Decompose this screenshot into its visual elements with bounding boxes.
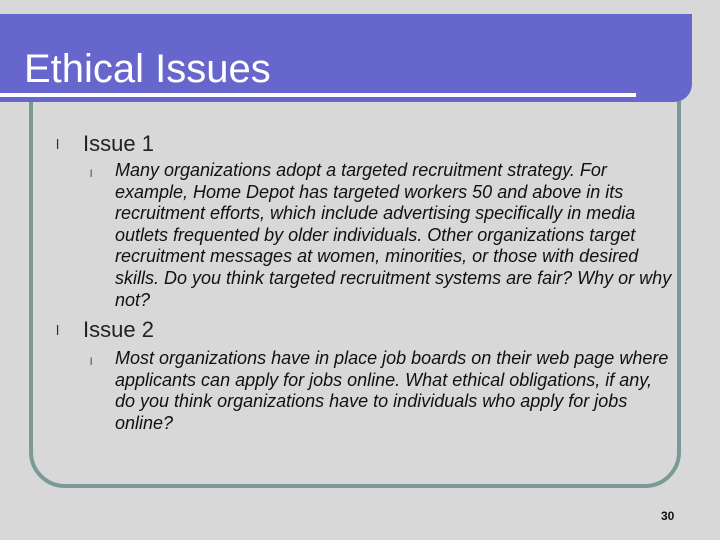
- sub-bullet-icon: l: [90, 169, 93, 180]
- bullet-icon: l: [56, 322, 60, 338]
- issue-2-label: Issue 2: [83, 317, 154, 342]
- slide-title: Ethical Issues: [24, 47, 271, 91]
- sub-bullet-icon: l: [90, 357, 93, 368]
- issue-2-text: Most organizations have in place job boards on their web page where applicants can apply for jobs online. What ethical obligations, if any, do you think organizations have to individuals who apply for jobs online?: [115, 348, 669, 433]
- bullet-icon: l: [56, 136, 60, 152]
- issue-1-text: Many organizations adopt a targeted recruitment strategy. For example, Home Depot has targeted workers 50 and above in its recruitment efforts, which include advertising specifically in media outlets frequented by older individuals. Other organizations target recruitment messages at women, minorities, or those with desired skills. Do you think targeted recruitment systems are fair? Why or why not?: [115, 160, 672, 310]
- page-number: 30: [661, 509, 675, 523]
- issue-1-label: Issue 1: [83, 131, 154, 156]
